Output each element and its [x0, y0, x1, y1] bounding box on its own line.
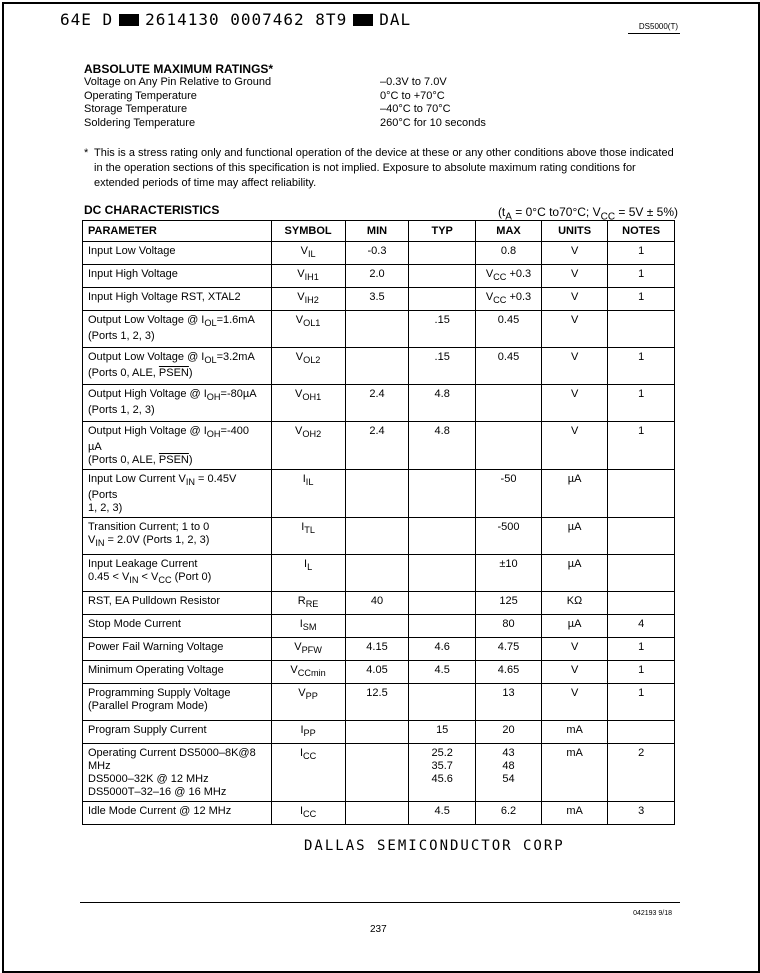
cell-typ — [409, 470, 476, 518]
cell-symbol: $R_{RE}$ — [271, 592, 345, 615]
cell-units: V — [541, 385, 607, 422]
cell-units: KΩ — [541, 592, 607, 615]
rating-label: Operating Temperature — [84, 89, 197, 102]
cell-typ — [409, 615, 476, 638]
cell-symbol: $V_{OL1}$ — [271, 311, 345, 348]
cell-notes: 1 — [608, 348, 675, 385]
rating-row — [84, 103, 486, 117]
cell-typ: 4.6 — [409, 638, 476, 661]
cell-symbol: $I_L$ — [271, 555, 345, 592]
cell-param: Minimum Operating Voltage — [83, 661, 272, 684]
cell-units: µA — [541, 615, 607, 638]
dc-title: DC CHARACTERISTICS — [84, 203, 220, 217]
cell-typ: 4.5 — [409, 802, 476, 825]
cell-min — [345, 311, 409, 348]
redaction-bar — [353, 14, 373, 26]
doc-id-rule — [628, 33, 680, 34]
table-row — [83, 555, 675, 592]
cell-notes: 1 — [608, 385, 675, 422]
rating-row — [84, 76, 486, 90]
cell-units: µA — [541, 518, 607, 555]
cell-units: V — [541, 638, 607, 661]
cell-max: -500 — [476, 518, 542, 555]
cell-typ — [409, 684, 476, 721]
cell-units: mA — [541, 802, 607, 825]
dc-conditions: ($t_A = 0^\circ C$ to70°C; $V_{CC} = 5V \pm 5\%$) — [497, 205, 678, 223]
table-row — [83, 385, 675, 422]
cell-min: 4.15 — [345, 638, 409, 661]
cell-max: 13 — [476, 684, 542, 721]
cell-param: Output Low Voltage @ $I_{OL}=3.2mA$ (Ports 0, ALE, PSEN) — [83, 348, 272, 385]
cell-units: V — [541, 242, 607, 265]
cell-units: V — [541, 684, 607, 721]
cell-notes — [608, 555, 675, 592]
cell-min — [345, 744, 409, 802]
dc-table — [82, 220, 675, 825]
cell-symbol: $I_{CC}$ — [271, 802, 345, 825]
page-number: 237 — [370, 924, 387, 935]
table-row — [83, 288, 675, 311]
cell-param: Input Low Voltage — [83, 242, 272, 265]
rating-row — [84, 117, 486, 131]
footnote-star: * — [84, 147, 89, 159]
cell-min: 2.4 — [345, 385, 409, 422]
column-header: NOTES — [608, 221, 675, 242]
cell-notes: 1 — [608, 684, 675, 721]
table-row — [83, 615, 675, 638]
cell-max: $V_{CC} +0.3$ — [476, 288, 542, 311]
cell-notes — [608, 470, 675, 518]
cell-typ — [409, 288, 476, 311]
cell-notes — [608, 592, 675, 615]
cell-typ: 4.5 — [409, 661, 476, 684]
rating-value: 260°C for 10 seconds — [380, 116, 486, 129]
cell-typ — [409, 518, 476, 555]
cell-symbol: $V_{OH1}$ — [271, 385, 345, 422]
cell-typ: 25.2 35.7 45.6 — [409, 744, 476, 802]
cell-max: 4.75 — [476, 638, 542, 661]
cell-units: V — [541, 288, 607, 311]
rating-value: 0°C to +70°C — [380, 89, 445, 102]
table-row — [83, 684, 675, 721]
rating-row — [84, 90, 486, 104]
cell-typ — [409, 592, 476, 615]
cell-units: V — [541, 265, 607, 288]
cell-symbol: $V_{OL2}$ — [271, 348, 345, 385]
cell-max — [476, 422, 542, 470]
table-row — [83, 638, 675, 661]
cell-min: 12.5 — [345, 684, 409, 721]
rating-value: –0.3V to 7.0V — [380, 76, 447, 88]
cell-symbol: $V_{IH2}$ — [271, 288, 345, 311]
cell-min: 40 — [345, 592, 409, 615]
table-row — [83, 518, 675, 555]
table-row — [83, 744, 675, 802]
cell-min: 2.0 — [345, 265, 409, 288]
cell-units: V — [541, 311, 607, 348]
cell-max: 6.2 — [476, 802, 542, 825]
cell-typ — [409, 265, 476, 288]
cell-units: mA — [541, 744, 607, 802]
cell-max: $V_{CC} +0.3$ — [476, 265, 542, 288]
cell-min: 3.5 — [345, 288, 409, 311]
dc-header-row — [83, 221, 675, 242]
cell-min — [345, 555, 409, 592]
cell-notes: 1 — [608, 422, 675, 470]
cell-symbol: $I_{IL}$ — [271, 470, 345, 518]
cell-param: Input Low Current $V_{IN} = 0.45V$ (Ports 1, 2, 3) — [83, 470, 272, 518]
redaction-bar — [119, 14, 139, 26]
cell-max: -50 — [476, 470, 542, 518]
cell-notes: 1 — [608, 288, 675, 311]
table-row — [83, 242, 675, 265]
column-header: PARAMETER — [83, 221, 272, 242]
footer-rule — [80, 902, 680, 903]
cell-units: µA — [541, 470, 607, 518]
column-header: TYP — [409, 221, 476, 242]
cell-param: Operating Current DS5000–8K@8 MHz DS5000–32K @ 12 MHz DS5000T–32–16 @ 16 MHz — [83, 744, 272, 802]
cell-min: -0.3 — [345, 242, 409, 265]
cell-symbol: $I_{TL}$ — [271, 518, 345, 555]
cell-min — [345, 518, 409, 555]
cell-param: Output Low Voltage @ $I_{OL}=1.6mA$ (Ports 1, 2, 3) — [83, 311, 272, 348]
cell-notes: 3 — [608, 802, 675, 825]
cell-max: 80 — [476, 615, 542, 638]
cell-max: 43 48 54 — [476, 744, 542, 802]
cell-symbol: $V_{OH2}$ — [271, 422, 345, 470]
cell-units: V — [541, 348, 607, 385]
cell-max — [476, 385, 542, 422]
cell-typ — [409, 555, 476, 592]
cell-symbol: $I_{PP}$ — [271, 721, 345, 744]
cell-typ: 15 — [409, 721, 476, 744]
cell-min: 4.05 — [345, 661, 409, 684]
cell-notes — [608, 311, 675, 348]
table-row — [83, 470, 675, 518]
cell-symbol: $V_{PFW}$ — [271, 638, 345, 661]
column-header: SYMBOL — [271, 221, 345, 242]
footnote-text: This is a stress rating only and functional operation of the device at these or any other conditions above those indicated in the operation sections of this specification is not implied. Exposure to absolute maximum rating conditions for extended periods of time may affect reliability. — [94, 147, 674, 189]
cell-max: 4.65 — [476, 661, 542, 684]
abs-max-list — [84, 76, 486, 130]
cell-symbol: $V_{CCmin}$ — [271, 661, 345, 684]
table-row — [83, 802, 675, 825]
cell-notes: 1 — [608, 661, 675, 684]
rating-label: Voltage on Any Pin Relative to Ground — [84, 76, 272, 88]
cell-max: 20 — [476, 721, 542, 744]
cell-symbol: $I_{CC}$ — [271, 744, 345, 802]
cell-units: V — [541, 661, 607, 684]
cell-param: Input High Voltage — [83, 265, 272, 288]
cell-max: 125 — [476, 592, 542, 615]
cell-max: ±10 — [476, 555, 542, 592]
cell-min — [345, 615, 409, 638]
rating-value: –40°C to 70°C — [380, 103, 451, 115]
cell-symbol: $I_{SM}$ — [271, 615, 345, 638]
cell-notes: 4 — [608, 615, 675, 638]
scan-header — [60, 10, 411, 29]
cell-units: µA — [541, 555, 607, 592]
cell-param: Stop Mode Current — [83, 615, 272, 638]
cell-min: 2.4 — [345, 422, 409, 470]
cell-min — [345, 721, 409, 744]
doc-id: DS5000(T) — [638, 22, 678, 31]
cell-notes: 1 — [608, 638, 675, 661]
cell-min — [345, 470, 409, 518]
cell-param: RST, EA Pulldown Resistor — [83, 592, 272, 615]
cell-max: 0.45 — [476, 348, 542, 385]
cell-param: Input High Voltage RST, XTAL2 — [83, 288, 272, 311]
cell-notes — [608, 518, 675, 555]
table-row — [83, 265, 675, 288]
cell-typ: .15 — [409, 348, 476, 385]
cell-symbol: $V_{IH1}$ — [271, 265, 345, 288]
rating-label: Soldering Temperature — [84, 116, 196, 129]
column-header: MIN — [345, 221, 409, 242]
cell-param: Programming Supply Voltage (Parallel Program Mode) — [83, 684, 272, 721]
cell-max: 0.45 — [476, 311, 542, 348]
cell-max: 0.8 — [476, 242, 542, 265]
cell-param: Idle Mode Current @ 12 MHz — [83, 802, 272, 825]
cell-notes: 1 — [608, 242, 675, 265]
cell-min — [345, 802, 409, 825]
table-row — [83, 422, 675, 470]
cell-typ: 4.8 — [409, 422, 476, 470]
cell-typ: 4.8 — [409, 385, 476, 422]
cell-param: Output High Voltage @ $I_{OH}=-400$ µA (Ports 0, ALE, PSEN) — [83, 422, 272, 470]
cell-typ: .15 — [409, 311, 476, 348]
cell-units: mA — [541, 721, 607, 744]
table-row — [83, 311, 675, 348]
scan-code-left: 64E D — [60, 10, 114, 29]
footer-code: 042193 9/18 — [633, 910, 672, 917]
table-row — [83, 721, 675, 744]
table-row — [83, 348, 675, 385]
cell-symbol: $V_{IL}$ — [271, 242, 345, 265]
rating-label: Storage Temperature — [84, 103, 188, 115]
cell-param: Output High Voltage @ $I_{OH}=-80\mu A$ (Ports 1, 2, 3) — [83, 385, 272, 422]
column-header: UNITS — [541, 221, 607, 242]
cell-notes: 1 — [608, 265, 675, 288]
cell-notes — [608, 721, 675, 744]
cell-symbol: $V_{PP}$ — [271, 684, 345, 721]
table-row — [83, 661, 675, 684]
cell-param: Program Supply Current — [83, 721, 272, 744]
cell-typ — [409, 242, 476, 265]
cell-param: Power Fail Warning Voltage — [83, 638, 272, 661]
cell-units: V — [541, 422, 607, 470]
table-row — [83, 592, 675, 615]
abs-max-title: ABSOLUTE MAXIMUM RATINGS* — [84, 62, 274, 76]
column-header: MAX — [476, 221, 542, 242]
cell-min — [345, 348, 409, 385]
cell-param: Input Leakage Current $0.45 < V_{IN} < V_{CC}$ (Port 0) — [83, 555, 272, 592]
stress-footnote — [84, 146, 684, 191]
scan-code-mid: 2614130 0007462 8T9 — [145, 10, 348, 29]
cell-notes: 2 — [608, 744, 675, 802]
cell-param: Transition Current; 1 to 0 $V_{IN} = 2.0V$ (Ports 1, 2, 3) — [83, 518, 272, 555]
scan-code-right: DAL — [379, 10, 412, 29]
typed-company-name: DALLAS SEMICONDUCTOR CORP — [304, 838, 565, 854]
